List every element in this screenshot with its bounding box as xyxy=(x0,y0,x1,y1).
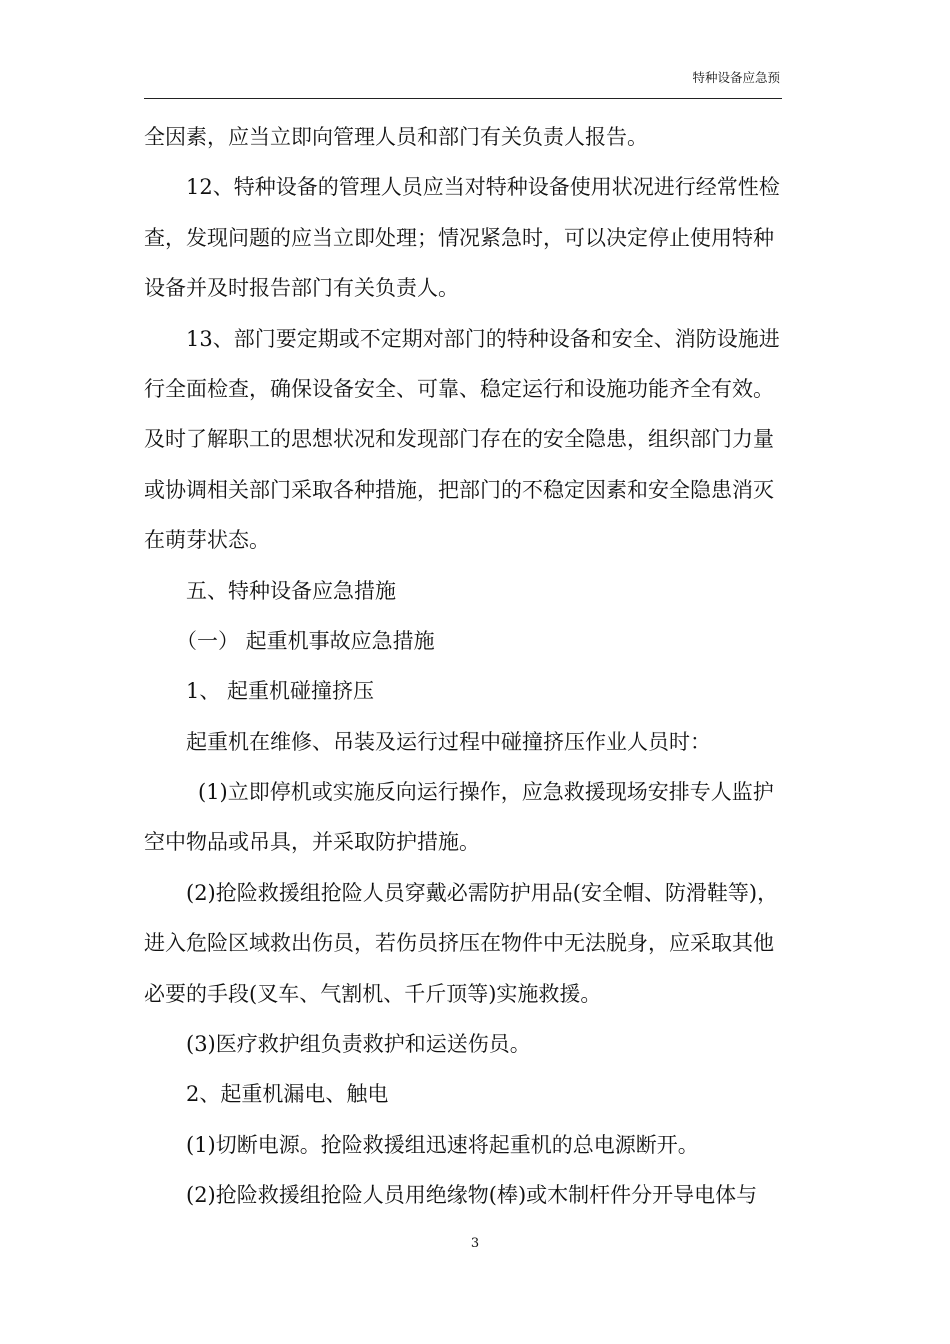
paragraph-line: (2)抢险救援组抢险人员穿戴必需防护用品(安全帽、防滑鞋等)， xyxy=(186,880,779,905)
paragraph-line: 全因素，应当立即向管理人员和部门有关负责人报告。 xyxy=(144,125,648,149)
document-body xyxy=(144,112,816,1221)
paragraph-line: 空中物品或吊具，并采取防护措施。 xyxy=(144,830,480,855)
paragraph-line: 或协调相关部门采取各种措施，把部门的不稳定因素和安全隐患消灭 xyxy=(144,477,774,502)
paragraph-line: 行全面检查，确保设备安全、可靠、稳定运行和设施功能齐全有效。 xyxy=(144,376,774,401)
paragraph-line: (3)医疗救护组负责救护和运送伤员。 xyxy=(186,1032,531,1057)
paragraph-line: 12、特种设备的管理人员应当对特种设备使用状况进行经常性检 xyxy=(186,175,780,200)
page-header xyxy=(144,68,782,99)
item-heading: 1、 起重机碰撞挤压 xyxy=(186,679,375,704)
paragraph-line: 在萌芽状态。 xyxy=(144,528,270,553)
paragraph-line: 进入危险区域救出伤员，若伤员挤压在物件中无法脱身，应采取其他 xyxy=(144,931,774,956)
paragraph-line: 查，发现问题的应当立即处理；情况紧急时，可以决定停止使用特种 xyxy=(144,225,774,250)
item-heading: 2、起重机漏电、触电 xyxy=(186,1082,389,1107)
section-heading: 五、特种设备应急措施 xyxy=(186,578,396,603)
paragraph-line: 及时了解职工的思想状况和发现部门存在的安全隐患，组织部门力量 xyxy=(144,427,774,452)
paragraph-line: (1)立即停机或实施反向运行操作，应急救援现场安排专人监护 xyxy=(198,780,774,805)
paragraph-line: 起重机在维修、吊装及运行过程中碰撞挤压作业人员时： xyxy=(186,729,711,754)
paragraph-line: (2)抢险救援组抢险人员用绝缘物(棒)或木制杆件分开导电体与 xyxy=(186,1183,758,1208)
subsection-heading: （一） 起重机事故应急措施 xyxy=(176,628,435,653)
paragraph-line: (1)切断电源。抢险救援组迅速将起重机的总电源断开。 xyxy=(186,1132,699,1157)
page-number: 3 xyxy=(470,1236,480,1251)
paragraph-line: 设备并及时报告部门有关负责人。 xyxy=(144,276,459,301)
paragraph-line: 必要的手段(叉车、气割机、千斤顶等)实施救援。 xyxy=(144,981,602,1006)
paragraph-line: 13、部门要定期或不定期对部门的特种设备和安全、消防设施进 xyxy=(186,326,780,351)
header-title: 特种设备应急预 xyxy=(692,70,780,85)
